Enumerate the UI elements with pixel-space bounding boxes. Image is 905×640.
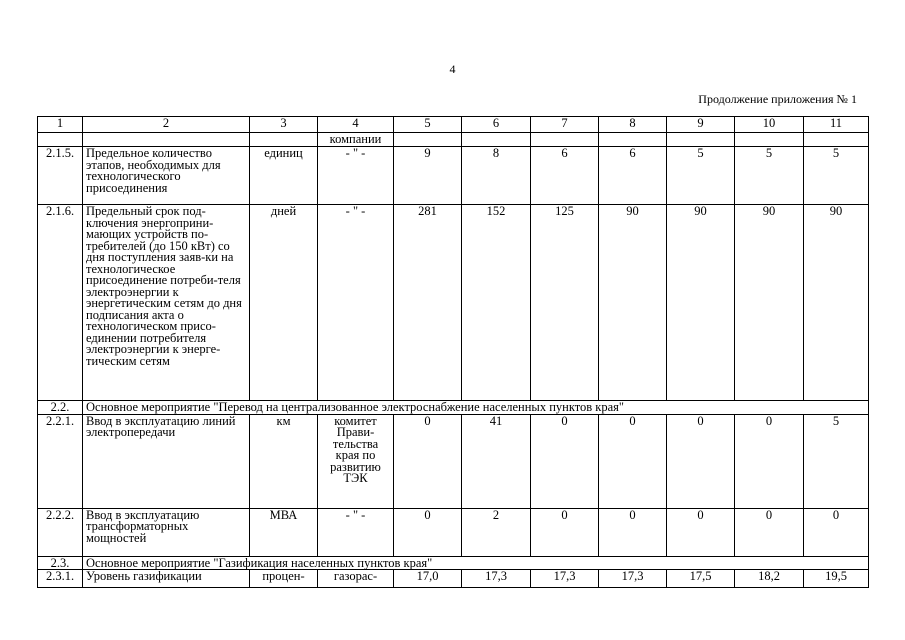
value-cell: 0 [531,508,599,556]
value-cell: 5 [735,147,804,205]
header-cell: 11 [804,117,869,133]
row-number: 2.1.6. [38,205,83,401]
indicator-name: Ввод в эксплуатацию линий электропередачи [83,414,250,508]
value-cell: 6 [599,147,667,205]
header-cell: 4 [318,117,394,133]
section-row [38,401,869,415]
value-cell: 5 [804,147,869,205]
value-cell: 0 [531,414,599,508]
table-row [38,414,869,508]
value-cell: 0 [667,508,735,556]
unit-cell: процен- [250,570,318,588]
value-cell: 0 [667,414,735,508]
value-cell: 0 [394,508,462,556]
header-cell: 5 [394,117,462,133]
header-cell: 10 [735,117,804,133]
unit-cell: дней [250,205,318,401]
value-cell: 90 [667,205,735,401]
header-cell: 3 [250,117,318,133]
value-cell: 0 [735,414,804,508]
value-cell: 17,3 [462,570,531,588]
page-number: 4 [449,62,456,76]
value-cell: 17,3 [531,570,599,588]
continuation-label: Продолжение приложения № 1 [698,92,857,106]
header-cell: 9 [667,117,735,133]
value-cell: 152 [462,205,531,401]
responsible-cell: газорас- [318,570,394,588]
value-cell: 0 [599,508,667,556]
indicators-table [37,116,869,588]
header-cell: 6 [462,117,531,133]
unit-cell: единиц [250,147,318,205]
indicator-name: Предельное количество этапов, необходимых для технологического присоединения [83,147,250,205]
value-cell: 90 [599,205,667,401]
header-cell: 7 [531,117,599,133]
header-row [38,117,869,133]
responsible-cell: - " - [318,147,394,205]
table-row [38,205,869,401]
row-number: 2.2.1. [38,414,83,508]
value-cell: 17,5 [667,570,735,588]
value-cell: 18,2 [735,570,804,588]
value-cell: 0 [735,508,804,556]
header-cell: 1 [38,117,83,133]
indicator-name: Ввод в эксплуатацию трансформаторных мощностей [83,508,250,556]
value-cell: 17,0 [394,570,462,588]
value-cell: 8 [462,147,531,205]
responsible-cell: - " - [318,205,394,401]
unit-cell: МВА [250,508,318,556]
unit-cell: км [250,414,318,508]
row-number: 2.3.1. [38,570,83,588]
responsible-cell: комитет Прави-тельства края по развитию ТЭК [318,414,394,508]
header-cell: 2 [83,117,250,133]
value-cell: 5 [667,147,735,205]
responsible-cell: - " - [318,508,394,556]
value-cell: 5 [804,414,869,508]
carry-over-cell: компании [318,133,394,147]
section-row [38,556,869,570]
value-cell: 0 [599,414,667,508]
indicator-name: Предельный срок под-ключения энергоприни-мающих устройств по-требителей (до 150 кВт) со дня поступления заяв-ки на технологическое присоединение потреби-теля электроэнергии к энергетическим сетям до дня подписания акта о технологическом присо-единении потребителя электроэнергии к энерге-тическим сетям [83,205,250,401]
table-row [38,570,869,588]
value-cell: 19,5 [804,570,869,588]
value-cell: 17,3 [599,570,667,588]
section-title: Основное мероприятие "Перевод на централизованное электроснабжение населенных пунктов края" [83,401,869,415]
section-number: 2.3. [38,556,83,570]
carry-over-row [38,133,869,147]
header-cell: 8 [599,117,667,133]
row-number: 2.2.2. [38,508,83,556]
value-cell: 9 [394,147,462,205]
table-row [38,147,869,205]
value-cell: 41 [462,414,531,508]
value-cell: 6 [531,147,599,205]
value-cell: 281 [394,205,462,401]
section-title: Основное мероприятие "Газификация населенных пунктов края" [83,556,869,570]
value-cell: 0 [804,508,869,556]
value-cell: 0 [394,414,462,508]
indicator-name: Уровень газификации [83,570,250,588]
row-number: 2.1.5. [38,147,83,205]
value-cell: 125 [531,205,599,401]
value-cell: 2 [462,508,531,556]
section-number: 2.2. [38,401,83,415]
table-row [38,508,869,556]
value-cell: 90 [735,205,804,401]
value-cell: 90 [804,205,869,401]
